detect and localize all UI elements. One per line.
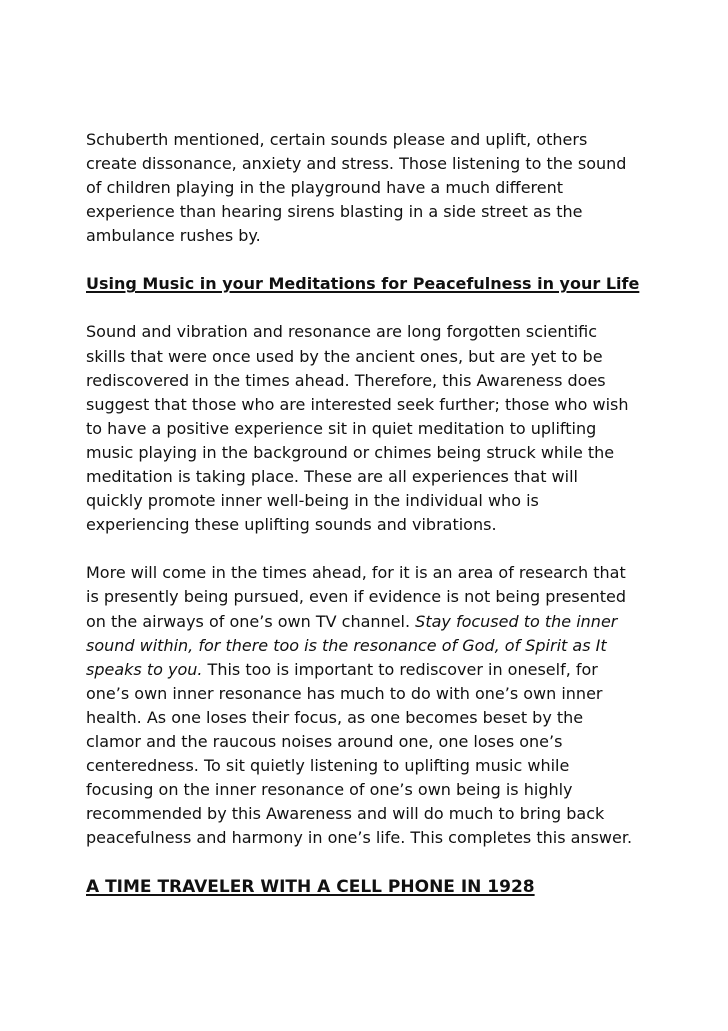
italic-text-line: sound within, for there too is the resonance of God, of Spirit as It <box>86 635 607 655</box>
italic-text-run: speaks to you. <box>86 659 203 679</box>
text-line: skills that were once used by the ancient ones, but are yet to be <box>86 346 603 366</box>
text-line: of children playing in the playground have a much different <box>86 178 564 198</box>
paragraph-sounds-intro <box>86 128 646 248</box>
text-run: This too is important to rediscover in oneself, for <box>202 659 598 679</box>
text-line: to have a positive experience sit in quiet meditation to uplifting <box>86 418 597 438</box>
text-line: is presently being pursued, even if evidence is not being presented <box>86 587 627 607</box>
text-line-mixed <box>86 610 646 634</box>
section-heading-music-meditation: Using Music in your Meditations for Peacefulness in your Life <box>86 274 640 294</box>
text-line: meditation is taking place. These are all experiences that will <box>86 467 578 487</box>
text-line: suggest that those who are interested seek further; those who wish <box>86 394 629 414</box>
text-line: quickly promote inner well-being in the individual who is <box>86 491 539 511</box>
text-line: experiencing these uplifting sounds and vibrations. <box>86 515 497 535</box>
paragraph-spacer <box>86 537 646 561</box>
italic-text-run: Stay focused to the inner <box>415 611 618 631</box>
text-line: Sound and vibration and resonance are long forgotten scientific <box>86 322 598 342</box>
paragraph-inner-resonance <box>86 561 646 850</box>
paragraph-spacer <box>86 296 646 320</box>
text-line: create dissonance, anxiety and stress. Those listening to the sound <box>86 154 627 174</box>
text-run: on the airways of one’s own TV channel. <box>86 611 416 631</box>
paragraph-spacer <box>86 248 646 272</box>
text-line: health. As one loses their focus, as one becomes beset by the <box>86 707 584 727</box>
text-line: peacefulness and harmony in one’s life. This completes this answer. <box>86 828 633 848</box>
paragraph-spacer <box>86 850 646 874</box>
text-line: centeredness. To sit quietly listening to uplifting music while <box>86 756 570 776</box>
text-line: experience than hearing sirens blasting in a side street as the <box>86 202 583 222</box>
text-line: ambulance rushes by. <box>86 226 261 246</box>
text-line: recommended by this Awareness and will do much to bring back <box>86 804 605 824</box>
text-line: one’s own inner resonance has much to do with one’s own inner <box>86 683 603 703</box>
section-heading-time-traveler: A TIME TRAVELER WITH A CELL PHONE IN 1928 <box>86 877 535 898</box>
text-line: Schuberth mentioned, certain sounds please and uplift, others <box>86 130 588 149</box>
document-page <box>86 128 646 900</box>
text-line: More will come in the times ahead, for it is an area of research that <box>86 563 626 583</box>
text-line: focusing on the inner resonance of one’s own being is highly <box>86 780 573 800</box>
text-line: clamor and the raucous noises around one, one loses one’s <box>86 731 563 751</box>
paragraph-sound-vibration <box>86 320 646 537</box>
text-line: music playing in the background or chimes being struck while the <box>86 442 615 462</box>
text-line-mixed <box>86 658 646 682</box>
text-line: rediscovered in the times ahead. Therefore, this Awareness does <box>86 370 606 390</box>
